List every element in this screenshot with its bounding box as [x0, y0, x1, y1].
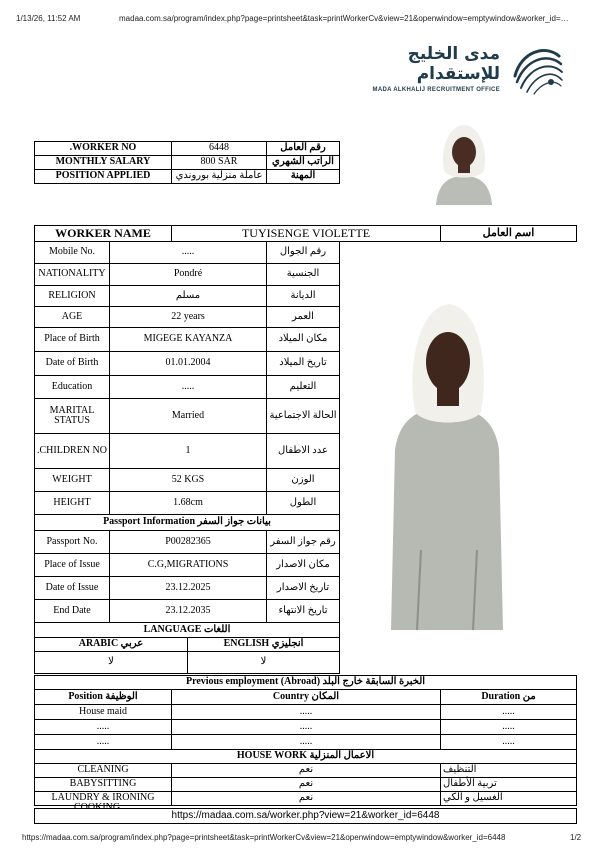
passport-row — [35, 577, 340, 600]
print-timestamp: 1/13/26, 11:52 AM — [16, 14, 81, 23]
details-label-ar: الوزن — [267, 469, 340, 492]
housework-value: نعم — [172, 792, 441, 806]
employment-cell: ..... — [172, 735, 441, 750]
details-row — [35, 399, 340, 434]
housework-value: نعم — [172, 764, 441, 778]
english-value: لا — [188, 652, 340, 674]
housework-label-ar: تربية الأطفال — [441, 778, 577, 792]
details-value: ..... — [110, 376, 267, 399]
logo-text — [360, 44, 500, 93]
employment-header-country: Country المكان — [172, 690, 441, 705]
summary-label: .WORKER NO — [35, 142, 172, 156]
passport-label-ar: تاريخ الاصدار — [267, 577, 340, 600]
passport-label: End Date — [35, 600, 110, 623]
details-row — [35, 469, 340, 492]
employment-row — [35, 705, 577, 720]
details-label-ar: الحالة الاجتماعية — [267, 399, 340, 434]
details-label-ar: رقم الجوال — [267, 242, 340, 264]
housework-title: HOUSE WORK الاعمال المنزلية — [35, 750, 577, 764]
employment-title: Previous employment (Abroad) الخبرة السابقة خارج البلد — [35, 676, 577, 690]
details-label-ar: الديانة — [267, 286, 340, 307]
worker-name-table — [34, 225, 577, 242]
housework-label-ar: الغسيل و الكي — [441, 792, 577, 806]
employment-cell: ..... — [441, 705, 577, 720]
worker-link[interactable]: https://madaa.com.sa/worker.php?view=21&worker_id=6448 — [34, 808, 577, 824]
employment-table — [34, 675, 577, 750]
details-value: Pondré — [110, 264, 267, 286]
summary-row — [35, 156, 340, 170]
summary-table — [34, 141, 340, 184]
worker-name-label-ar: اسم العامل — [441, 226, 577, 242]
print-page-number: 1/2 — [570, 833, 582, 842]
details-value: ..... — [110, 242, 267, 264]
details-label: NATIONALITY — [35, 264, 110, 286]
summary-row — [35, 142, 340, 156]
summary-value: 800 SAR — [172, 156, 267, 170]
details-value: Married — [110, 399, 267, 434]
details-label-ar: العمر — [267, 307, 340, 328]
details-row — [35, 492, 340, 515]
details-label-ar: الطول — [267, 492, 340, 515]
details-value: 1 — [110, 434, 267, 469]
language-title: LANGUAGE اللغات — [35, 623, 340, 638]
passport-row — [35, 554, 340, 577]
employment-header-duration: Duration من — [441, 690, 577, 705]
details-row — [35, 434, 340, 469]
details-row — [35, 286, 340, 307]
housework-label: LAUNDRY & IRONING — [35, 792, 172, 806]
details-label: .CHILDREN NO — [35, 434, 110, 469]
passport-label-ar: مكان الاصدار — [267, 554, 340, 577]
employment-cell: ..... — [172, 720, 441, 735]
details-value: 01.01.2004 — [110, 352, 267, 376]
employment-cell: ..... — [35, 720, 172, 735]
housework-table — [34, 749, 577, 806]
passport-table — [34, 514, 340, 623]
details-label: AGE — [35, 307, 110, 328]
housework-row — [35, 778, 577, 792]
worker-photo-small — [414, 120, 514, 205]
summary-row — [35, 170, 340, 184]
passport-title: Passport Information بيانات جواز السفر — [35, 515, 340, 531]
arabic-label: ARABIC عربي — [35, 638, 188, 652]
passport-value: C.G,MIGRATIONS — [110, 554, 267, 577]
language-table — [34, 622, 340, 674]
details-row — [35, 264, 340, 286]
details-label: MARITAL STATUS — [35, 399, 110, 434]
details-label: Mobile No. — [35, 242, 110, 264]
details-table — [34, 241, 340, 515]
english-label: ENGLISH انجليزي — [188, 638, 340, 652]
passport-value: 23.12.2035 — [110, 600, 267, 623]
passport-label: Passport No. — [35, 531, 110, 554]
employment-cell: ..... — [35, 735, 172, 750]
employment-cell: ..... — [441, 720, 577, 735]
passport-value: 23.12.2025 — [110, 577, 267, 600]
details-label: WEIGHT — [35, 469, 110, 492]
details-value: 52 KGS — [110, 469, 267, 492]
summary-value: 6448 — [172, 142, 267, 156]
passport-row — [35, 600, 340, 623]
summary-label-ar: رقم العامل — [267, 142, 340, 156]
details-label: HEIGHT — [35, 492, 110, 515]
housework-label-ar: التنظيف — [441, 764, 577, 778]
passport-label: Date of Issue — [35, 577, 110, 600]
passport-label-ar: رقم جواز السفر — [267, 531, 340, 554]
details-row — [35, 328, 340, 352]
worker-name-label: WORKER NAME — [35, 226, 172, 242]
logo-english: MADA ALKHALIJ RECRUITMENT OFFICE — [372, 87, 500, 93]
housework-row — [35, 764, 577, 778]
passport-value: P00282365 — [110, 531, 267, 554]
employment-cell: ..... — [172, 705, 441, 720]
summary-value: عاملة منزلية بوروندي — [172, 170, 267, 184]
summary-label-ar: المهنة — [267, 170, 340, 184]
passport-label-ar: تاريخ الانتهاء — [267, 600, 340, 623]
details-label-ar: التعليم — [267, 376, 340, 399]
details-label-ar: مكان الميلاد — [267, 328, 340, 352]
details-row — [35, 352, 340, 376]
details-label: Education — [35, 376, 110, 399]
summary-label: MONTHLY SALARY — [35, 156, 172, 170]
employment-row — [35, 720, 577, 735]
passport-row — [35, 531, 340, 554]
worker-photo-large — [377, 300, 517, 630]
details-value: MIGEGE KAYANZA — [110, 328, 267, 352]
employment-cell: ..... — [441, 735, 577, 750]
arabic-value: لا — [35, 652, 188, 674]
passport-label: Place of Issue — [35, 554, 110, 577]
housework-value: نعم — [172, 778, 441, 792]
employment-cell: House maid — [35, 705, 172, 720]
worker-name-value: TUYISENGE VIOLETTE — [172, 226, 441, 242]
details-row — [35, 242, 340, 264]
details-label: Place of Birth — [35, 328, 110, 352]
employment-header-position: Position الوظيفة — [35, 690, 172, 705]
housework-label: BABYSITTING — [35, 778, 172, 792]
details-label-ar: عدد الاطفال — [267, 434, 340, 469]
details-value: 22 years — [110, 307, 267, 328]
print-url-top: madaa.com.sa/program/index.php?page=printsheet&task=printWorkerCv&view=21&openwindow=emptywindow&worker_id=… — [119, 14, 569, 23]
details-value: مسلم — [110, 286, 267, 307]
summary-label: POSITION APPLIED — [35, 170, 172, 184]
details-row — [35, 307, 340, 328]
housework-label: CLEANING — [35, 764, 172, 778]
summary-label-ar: الراتب الشهري — [267, 156, 340, 170]
details-value: 1.68cm — [110, 492, 267, 515]
employment-row — [35, 735, 577, 750]
print-url-bottom: https://madaa.com.sa/program/index.php?page=printsheet&task=printWorkerCv&view=21&openwindow=emptywindow&worker_id=6448 — [22, 833, 506, 842]
details-label: Date of Birth — [35, 352, 110, 376]
logo-icon — [507, 38, 565, 96]
details-label-ar: تاريخ الميلاد — [267, 352, 340, 376]
details-label-ar: الجنسية — [267, 264, 340, 286]
details-row — [35, 376, 340, 399]
details-label: RELIGION — [35, 286, 110, 307]
logo-arabic: مدى الخليج للإستقدام — [407, 44, 500, 84]
